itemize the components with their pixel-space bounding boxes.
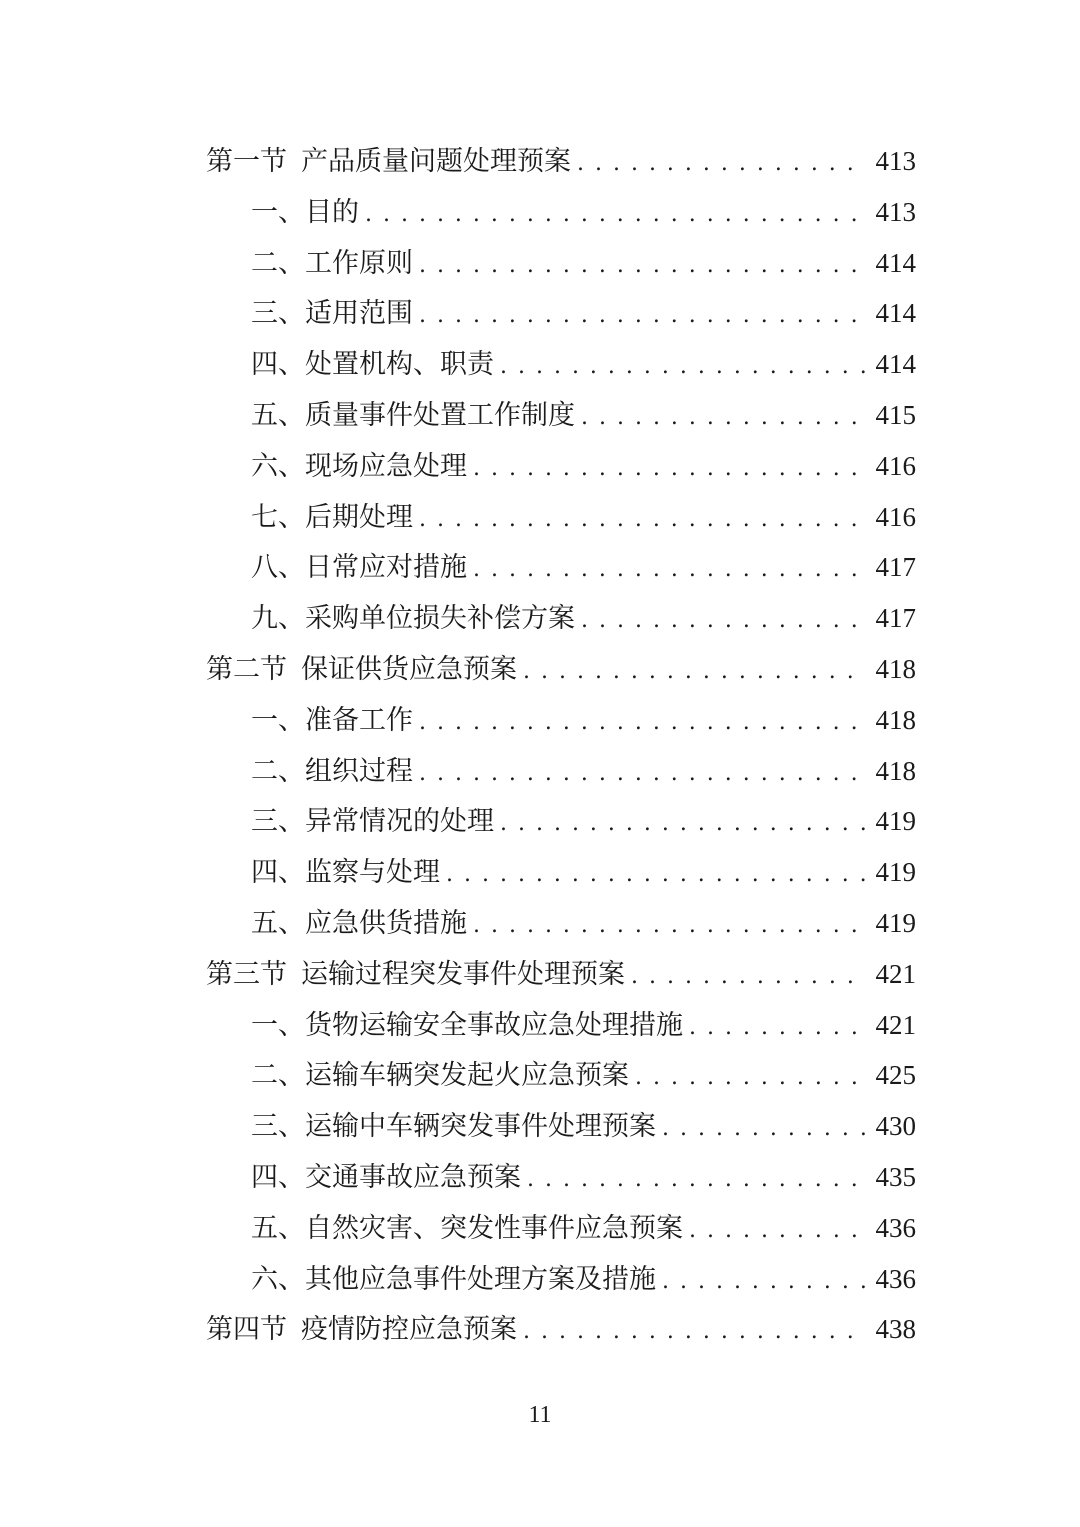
toc-page-number: 419 xyxy=(875,907,916,938)
toc-entry-title: 产品质量问题处理预案 xyxy=(301,146,571,177)
toc-entry-label xyxy=(251,442,467,493)
toc-subsection-entry xyxy=(206,542,916,593)
toc-dot-leader xyxy=(419,241,866,292)
toc-entry-label xyxy=(251,1001,683,1052)
toc-page-number: 436 xyxy=(875,1212,916,1243)
toc-subsection-entry xyxy=(206,1050,916,1101)
toc-page-number: 430 xyxy=(875,1111,916,1142)
toc-dot-leader xyxy=(473,901,866,952)
toc-dot-leader xyxy=(689,1206,866,1257)
toc-page-number: 421 xyxy=(875,1009,916,1040)
toc-subsection-entry xyxy=(206,339,916,390)
toc-entry-label xyxy=(251,696,413,747)
toc-page-number: 438 xyxy=(875,1314,916,1345)
toc-dot-leader xyxy=(631,952,866,1003)
toc-dot-leader xyxy=(419,698,866,749)
toc-page-number: 416 xyxy=(875,501,916,532)
toc-section-entry xyxy=(206,136,916,187)
toc-dot-leader xyxy=(473,444,866,495)
toc-section-entry xyxy=(206,644,916,695)
toc-subsection-entry xyxy=(206,1101,916,1152)
toc-entry-title: 五、自然灾害、突发性事件应急预案 xyxy=(251,1212,683,1244)
page-number: 11 xyxy=(528,1402,552,1428)
toc-page-number: 413 xyxy=(875,196,916,227)
toc-subsection-entry xyxy=(206,288,916,339)
toc-page-number: 421 xyxy=(875,958,916,989)
toc-dot-leader xyxy=(577,139,866,190)
table-of-contents xyxy=(206,136,916,1355)
toc-entry-label xyxy=(251,289,413,340)
toc-subsection-entry xyxy=(206,492,916,543)
toc-entry-label xyxy=(206,1305,517,1356)
toc-page-number: 418 xyxy=(875,704,916,735)
toc-entry-label xyxy=(251,340,494,391)
toc-entry-label xyxy=(206,645,517,696)
toc-dot-leader xyxy=(523,1307,866,1358)
toc-dot-leader xyxy=(500,799,866,850)
toc-dot-leader xyxy=(581,393,866,444)
toc-page-number: 419 xyxy=(875,806,916,837)
toc-entry-title: 七、后期处理 xyxy=(251,501,413,533)
toc-entry-title: 一、准备工作 xyxy=(251,704,413,736)
toc-dot-leader xyxy=(689,1003,866,1054)
toc-section-number: 第一节 xyxy=(206,146,287,177)
toc-entry-title: 九、采购单位损失补偿方案 xyxy=(251,603,575,635)
toc-section-number: 第三节 xyxy=(206,958,287,990)
toc-entry-title: 三、运输中车辆突发事件处理预案 xyxy=(251,1111,656,1143)
toc-dot-leader xyxy=(523,647,866,698)
toc-subsection-entry xyxy=(206,847,916,898)
toc-subsection-entry xyxy=(206,1203,916,1254)
toc-entry-title: 保证供货应急预案 xyxy=(301,653,517,685)
toc-entry-label xyxy=(251,1102,656,1153)
toc-page-number: 416 xyxy=(875,450,916,481)
toc-entry-label xyxy=(206,137,571,188)
toc-subsection-entry xyxy=(206,796,916,847)
toc-dot-leader xyxy=(446,850,866,901)
toc-dot-leader xyxy=(473,545,866,596)
toc-entry-title: 四、监察与处理 xyxy=(251,857,440,889)
toc-dot-leader xyxy=(419,495,866,546)
toc-section-entry xyxy=(206,949,916,1000)
toc-entry-title: 六、其他应急事件处理方案及措施 xyxy=(251,1263,656,1295)
toc-entry-title: 三、异常情况的处理 xyxy=(251,806,494,838)
toc-page-number: 415 xyxy=(875,399,916,430)
toc-page-number: 414 xyxy=(875,298,916,329)
toc-subsection-entry xyxy=(206,695,916,746)
toc-entry-title: 五、质量事件处置工作制度 xyxy=(251,399,575,431)
toc-entry-label xyxy=(251,899,467,950)
toc-subsection-entry xyxy=(206,1000,916,1051)
toc-section-number: 第二节 xyxy=(206,653,287,685)
toc-dot-leader xyxy=(662,1104,866,1155)
toc-entry-label xyxy=(251,239,413,290)
toc-subsection-entry xyxy=(206,1152,916,1203)
toc-dot-leader xyxy=(581,596,866,647)
toc-entry-label xyxy=(251,493,413,544)
toc-page-number: 418 xyxy=(875,755,916,786)
toc-dot-leader xyxy=(662,1257,866,1308)
toc-subsection-entry xyxy=(206,187,916,238)
toc-entry-label xyxy=(251,1255,656,1306)
toc-entry-title: 二、组织过程 xyxy=(251,755,413,787)
toc-dot-leader xyxy=(365,190,866,241)
toc-entry-label xyxy=(251,594,575,645)
toc-entry-label xyxy=(251,543,467,594)
toc-subsection-entry xyxy=(206,593,916,644)
toc-entry-title: 疫情防控应急预案 xyxy=(301,1314,517,1346)
toc-entry-label xyxy=(251,797,494,848)
toc-dot-leader xyxy=(527,1155,866,1206)
toc-entry-title: 一、货物运输安全事故应急处理措施 xyxy=(251,1009,683,1041)
toc-entry-title: 五、应急供货措施 xyxy=(251,907,467,939)
toc-subsection-entry xyxy=(206,238,916,289)
toc-subsection-entry xyxy=(206,390,916,441)
toc-page-number: 418 xyxy=(875,653,916,684)
toc-section-number: 第四节 xyxy=(206,1314,287,1346)
toc-subsection-entry xyxy=(206,898,916,949)
toc-page-number: 435 xyxy=(875,1161,916,1192)
toc-entry-label xyxy=(251,188,359,239)
toc-page-number: 436 xyxy=(875,1263,916,1294)
toc-entry-label xyxy=(251,1153,521,1204)
toc-subsection-entry xyxy=(206,441,916,492)
toc-entry-title: 八、日常应对措施 xyxy=(251,552,467,584)
toc-subsection-entry xyxy=(206,1254,916,1305)
toc-entry-label xyxy=(251,1051,629,1102)
toc-entry-title: 二、运输车辆突发起火应急预案 xyxy=(251,1060,629,1092)
toc-page-number: 414 xyxy=(875,247,916,278)
toc-entry-title: 三、适用范围 xyxy=(251,298,413,330)
toc-entry-label xyxy=(206,950,625,1001)
toc-page-number: 419 xyxy=(875,857,916,888)
toc-page-number: 417 xyxy=(875,552,916,583)
toc-entry-title: 运输过程突发事件处理预案 xyxy=(301,958,625,990)
toc-entry-title: 一、目的 xyxy=(251,196,359,228)
toc-entry-label xyxy=(251,391,575,442)
toc-entry-title: 二、工作原则 xyxy=(251,247,413,279)
toc-entry-label xyxy=(251,1204,683,1255)
toc-dot-leader xyxy=(500,342,866,393)
toc-entry-label xyxy=(251,848,440,899)
toc-dot-leader xyxy=(419,749,866,800)
toc-subsection-entry xyxy=(206,746,916,797)
toc-page-number: 417 xyxy=(875,603,916,634)
toc-entry-title: 四、处置机构、职责 xyxy=(251,349,494,381)
toc-dot-leader xyxy=(635,1053,866,1104)
toc-section-entry xyxy=(206,1304,916,1355)
toc-page-number: 413 xyxy=(875,146,916,176)
toc-page-number: 414 xyxy=(875,349,916,380)
toc-dot-leader xyxy=(419,291,866,342)
toc-page-number: 425 xyxy=(875,1060,916,1091)
toc-entry-title: 四、交通事故应急预案 xyxy=(251,1161,521,1193)
toc-entry-title: 六、现场应急处理 xyxy=(251,450,467,482)
toc-entry-label xyxy=(251,747,413,798)
